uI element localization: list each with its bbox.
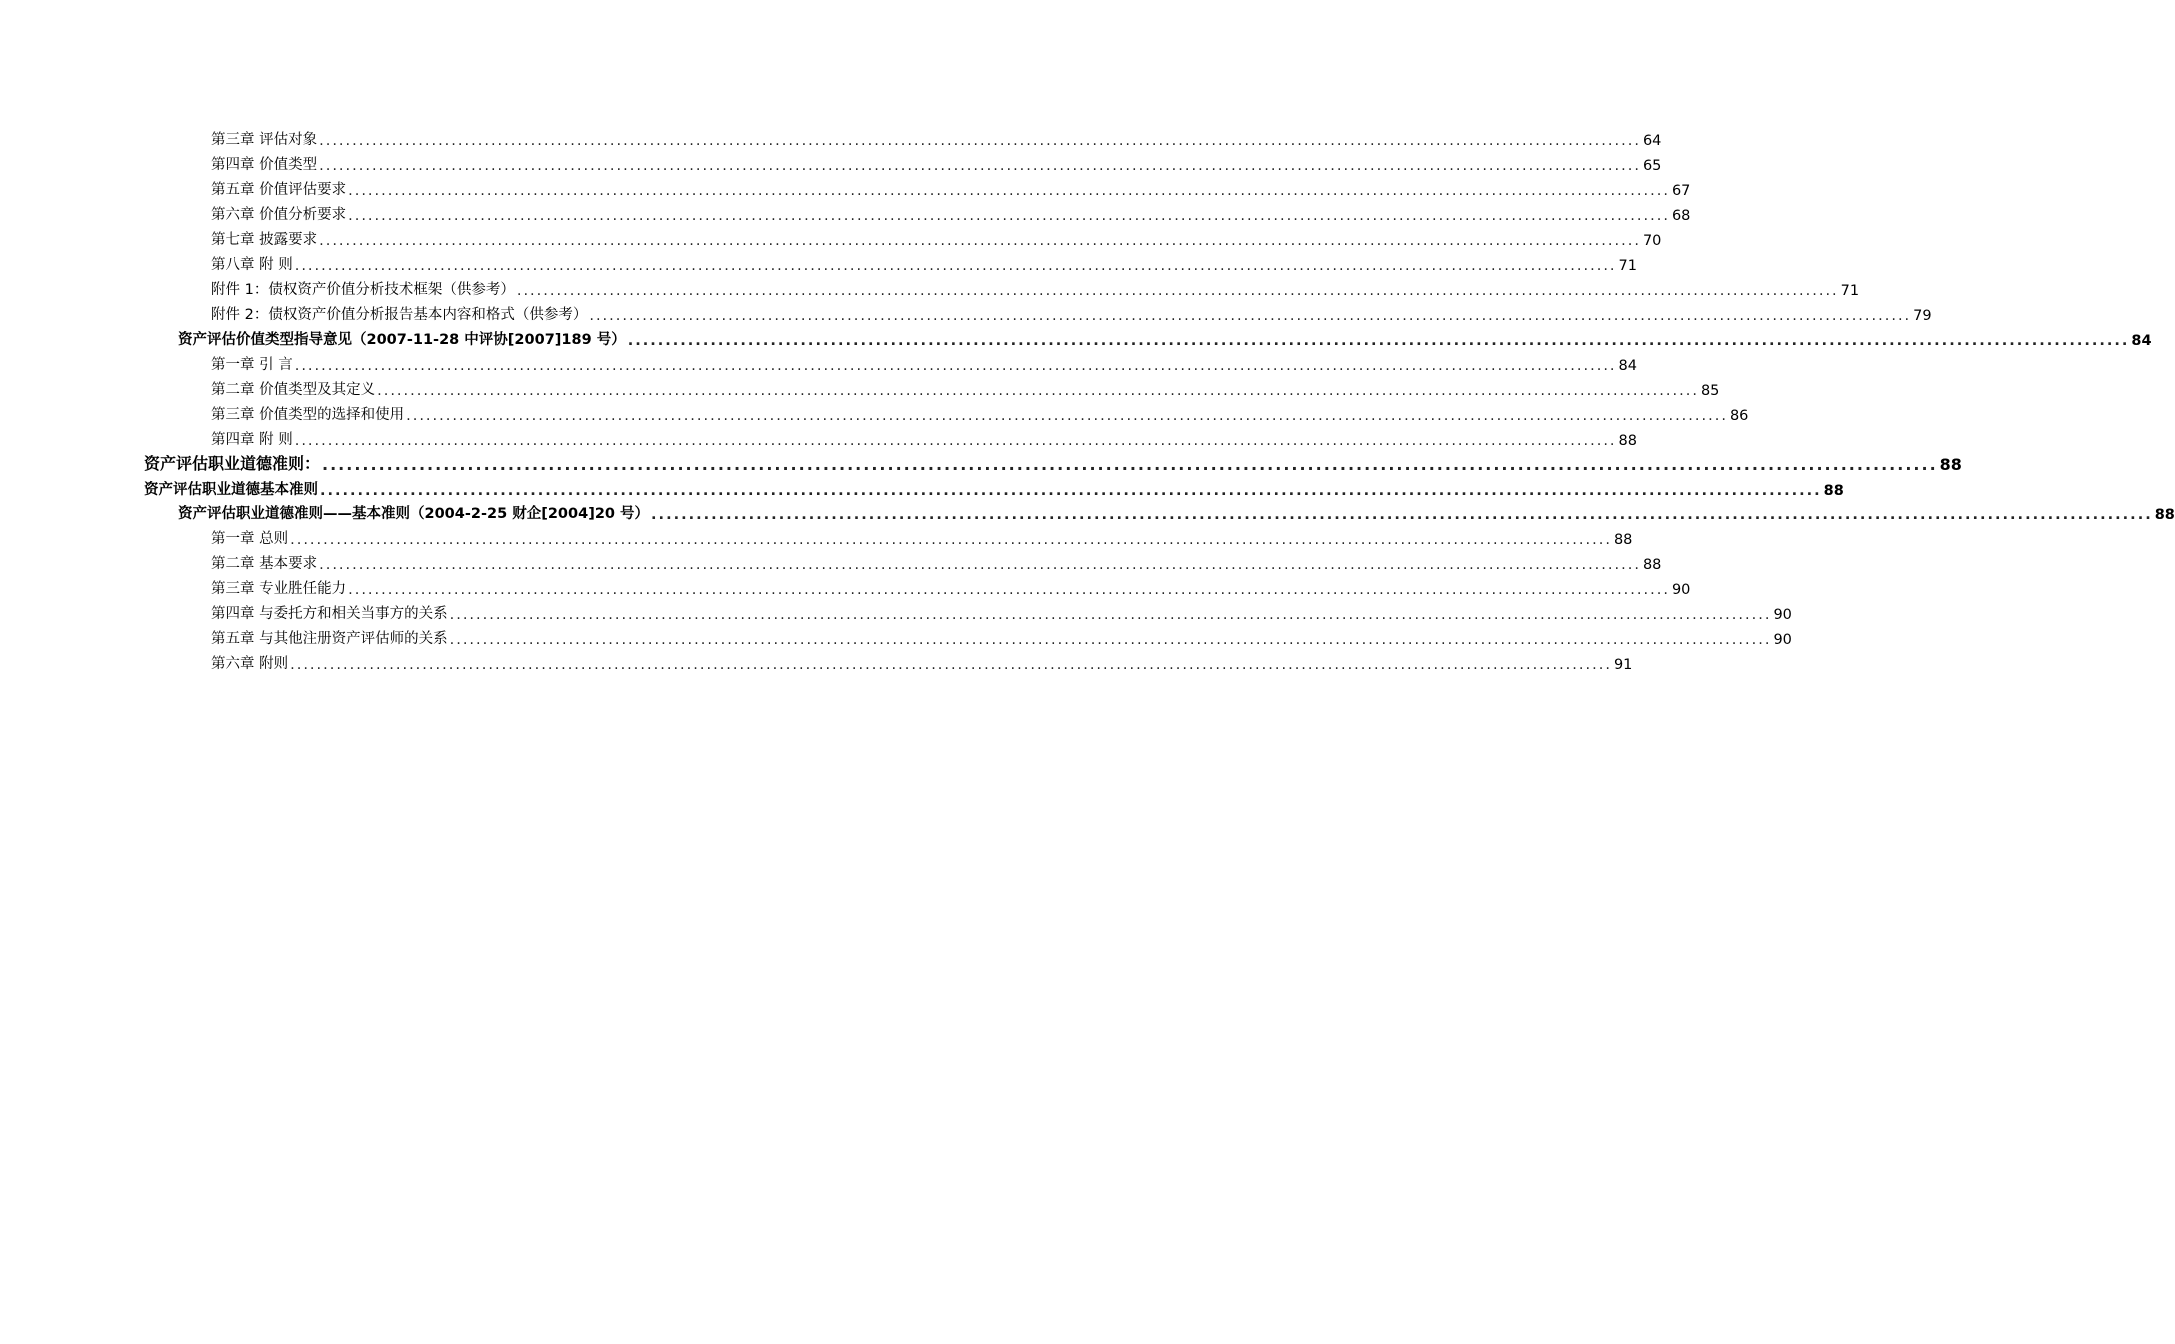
toc-entry-title: 第四章 附 则 xyxy=(211,432,293,448)
toc-entry-page-number: 88 xyxy=(1642,557,1662,573)
toc-entry-title: 第三章 评估对象 xyxy=(211,132,318,148)
toc-leader-dots: ........................................................................................................................................................................................................ xyxy=(348,183,1670,199)
toc-leader-dots: ........................................................................................................................................................................................................ xyxy=(348,208,1670,224)
toc-leader-dots: ........................................................................................................................................................................................................ xyxy=(449,632,1772,648)
toc-entry-title: 第八章 附 则 xyxy=(211,257,293,273)
toc-entry-title: 第五章 与其他注册资产评估师的关系 xyxy=(211,631,448,647)
toc-entry[interactable] xyxy=(211,225,1662,249)
toc-entry-title: 资产评估职业道德准则： xyxy=(144,454,321,473)
toc-entry[interactable] xyxy=(144,450,1962,474)
toc-entry-title: 第一章 引 言 xyxy=(211,357,293,373)
toc-leader-dots: ........................................................................................................................................................................................................ xyxy=(406,408,1728,424)
toc-entry-page-number: 70 xyxy=(1642,233,1662,249)
toc-entry-title: 第四章 价值类型 xyxy=(211,157,318,173)
toc-entry-page-number: 65 xyxy=(1642,158,1662,174)
toc-entry[interactable] xyxy=(211,200,1691,224)
toc-entry-page-number: 67 xyxy=(1671,183,1691,199)
toc-entry[interactable] xyxy=(211,400,1749,424)
toc-entry-title: 第二章 价值类型及其定义 xyxy=(211,382,376,398)
toc-entry-title: 第四章 与委托方和相关当事方的关系 xyxy=(211,606,448,622)
toc-entry-page-number: 88 xyxy=(1613,532,1633,548)
toc-leader-dots: ........................................................................................................................................................................................................ xyxy=(319,158,1641,174)
toc-entry[interactable] xyxy=(211,350,1637,374)
toc-leader-dots: ........................................................................................................................................................................................................ xyxy=(651,507,2153,523)
toc-entry-page-number: 71 xyxy=(1618,258,1637,274)
toc-entry-title: 资产评估价值类型指导意见（2007-11-28 中评协[2007]189 号） xyxy=(178,332,626,348)
toc-entry-title: 资产评估职业道德基本准则 xyxy=(144,482,318,498)
toc-entry-page-number: 68 xyxy=(1671,208,1691,224)
toc-entry[interactable] xyxy=(178,325,2152,349)
toc-entry-title: 第六章 价值分析要求 xyxy=(211,207,347,223)
toc-entry[interactable] xyxy=(211,574,1691,598)
toc-entry[interactable] xyxy=(211,624,1792,648)
toc-entry-title: 第三章 价值类型的选择和使用 xyxy=(211,407,405,423)
toc-entry-title: 第五章 价值评估要求 xyxy=(211,182,347,198)
toc-entry-page-number: 90 xyxy=(1773,607,1792,623)
toc-entry[interactable] xyxy=(178,499,2175,523)
toc-leader-dots: ........................................................................................................................................................................................................ xyxy=(319,557,1641,573)
toc-entry-title: 资产评估职业道德准则——基本准则（2004-2-25 财企[2004]20 号） xyxy=(178,506,650,522)
toc-entry-page-number: 88 xyxy=(1939,455,1962,474)
toc-leader-dots: ........................................................................................................................................................................................................ xyxy=(322,455,1938,474)
toc-entry[interactable] xyxy=(211,125,1662,149)
toc-entry-page-number: 90 xyxy=(1671,582,1691,598)
toc-entry[interactable] xyxy=(211,649,1633,673)
toc-leader-dots: ........................................................................................................................................................................................................ xyxy=(348,582,1670,598)
toc-leader-dots: ........................................................................................................................................................................................................ xyxy=(449,607,1772,623)
toc-entry-page-number: 88 xyxy=(1823,483,1844,499)
toc-leader-dots: ........................................................................................................................................................................................................ xyxy=(320,483,1822,499)
toc-entry[interactable] xyxy=(211,375,1720,399)
toc-leader-dots: ........................................................................................................................................................................................................ xyxy=(516,283,1839,299)
toc-entry[interactable] xyxy=(144,475,1844,499)
toc-entry-page-number: 71 xyxy=(1840,283,1860,299)
toc-entry-page-number: 88 xyxy=(1618,433,1637,449)
toc-entry-title: 第七章 披露要求 xyxy=(211,232,318,248)
toc-leader-dots: ........................................................................................................................................................................................................ xyxy=(319,233,1641,249)
toc-entry[interactable] xyxy=(211,175,1691,199)
toc-entry[interactable] xyxy=(211,425,1637,449)
toc-entry[interactable] xyxy=(211,599,1792,623)
toc-entry-page-number: 86 xyxy=(1729,408,1749,424)
toc-entry-page-number: 90 xyxy=(1773,632,1792,648)
toc-entry[interactable] xyxy=(211,250,1637,274)
toc-entry[interactable] xyxy=(211,549,1662,573)
toc-leader-dots: ........................................................................................................................................................................................................ xyxy=(589,308,1912,324)
toc-leader-dots: ........................................................................................................................................................................................................ xyxy=(290,657,1612,673)
toc-entry-page-number: 85 xyxy=(1700,383,1720,399)
toc-leader-dots: ........................................................................................................................................................................................................ xyxy=(627,333,2130,349)
toc-entry-page-number: 64 xyxy=(1642,133,1662,149)
toc-entry-page-number: 84 xyxy=(1618,358,1637,374)
toc-leader-dots: ........................................................................................................................................................................................................ xyxy=(377,383,1699,399)
toc-entry[interactable] xyxy=(211,524,1633,548)
toc-leader-dots: ........................................................................................................................................................................................................ xyxy=(319,133,1641,149)
toc-leader-dots: ........................................................................................................................................................................................................ xyxy=(290,532,1612,548)
toc-entry-page-number: 91 xyxy=(1613,657,1633,673)
toc-entry-title: 附件 2：债权资产价值分析报告基本内容和格式（供参考） xyxy=(211,307,588,323)
toc-entry-page-number: 79 xyxy=(1913,308,1932,324)
toc-entry-title: 附件 1：债权资产价值分析技术框架（供参考） xyxy=(211,282,515,298)
toc-entry[interactable] xyxy=(211,275,1860,299)
toc-leader-dots: ........................................................................................................................................................................................................ xyxy=(294,358,1617,374)
toc-entry-title: 第二章 基本要求 xyxy=(211,556,318,572)
toc-entry[interactable] xyxy=(211,300,1932,324)
toc-entry-page-number: 88 xyxy=(2154,507,2175,523)
toc-leader-dots: ........................................................................................................................................................................................................ xyxy=(294,258,1617,274)
toc-entry-title: 第六章 附则 xyxy=(211,656,289,672)
toc-entry-page-number: 84 xyxy=(2131,333,2152,349)
toc-leader-dots: ........................................................................................................................................................................................................ xyxy=(294,433,1617,449)
toc-entry-title: 第一章 总则 xyxy=(211,531,289,547)
toc-entry[interactable] xyxy=(211,150,1662,174)
toc-entry-title: 第三章 专业胜任能力 xyxy=(211,581,347,597)
